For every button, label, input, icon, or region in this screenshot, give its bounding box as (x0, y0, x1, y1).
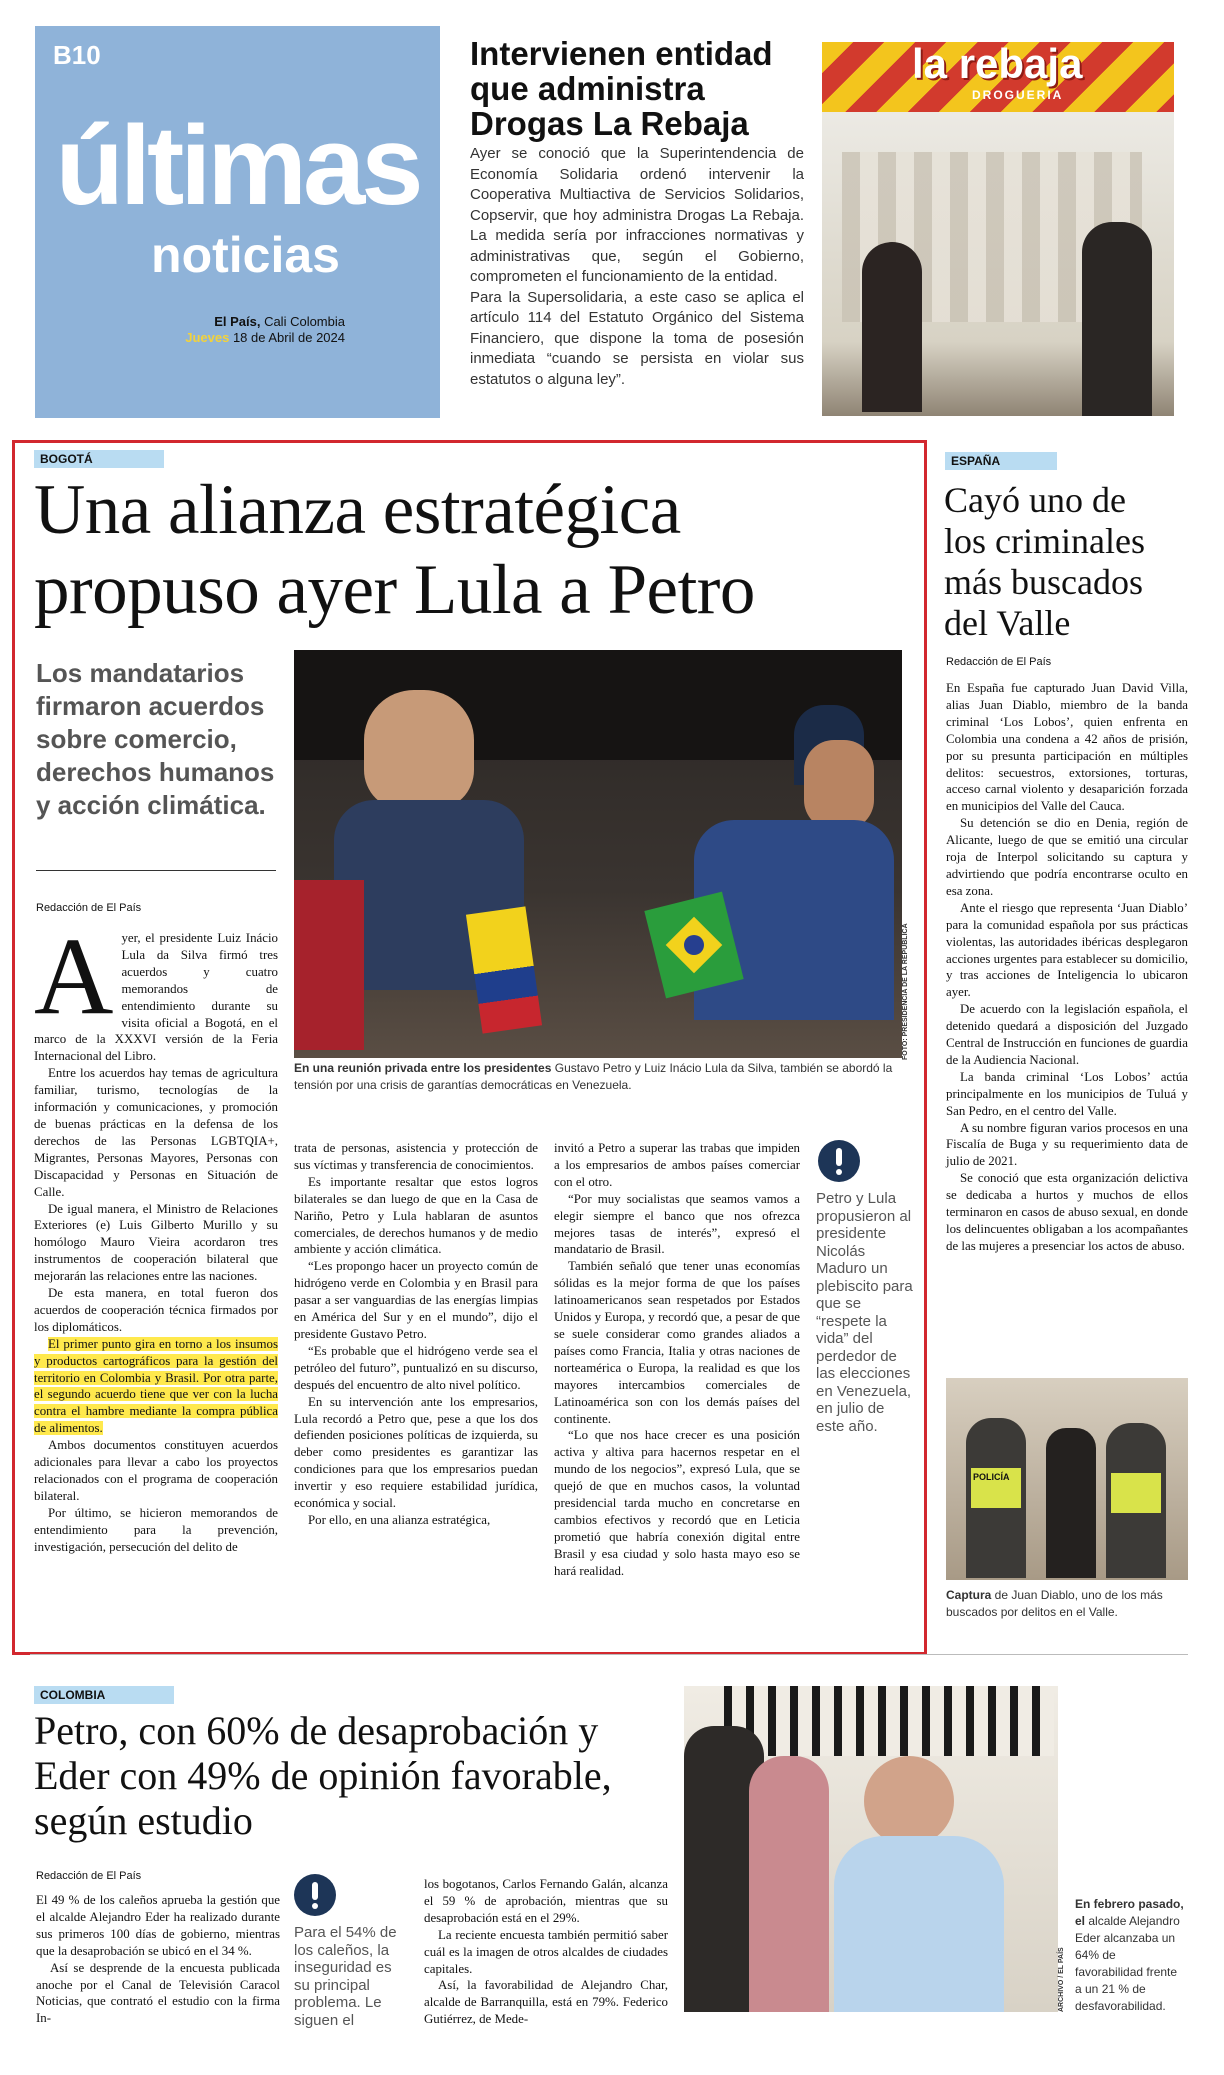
paragraph: Se conoció que esta organización delictiva se dedicaba a hurtos y muchos de ellos terminaron en casos de abuso sexual, en donde los delincuentes obligaban a los acompañantes de las mujeres a presenciar los actos de abuso. (946, 1171, 1188, 1253)
sidebar-note: Petro y Lula propusieron al presidente Nicolás Maduro un plebiscito para que se “respete la vida” del perdedor de las elecciones en Venezuela, en julio de este año. (816, 1190, 913, 1435)
paragraph: De esta manera, en total fueron dos acuerdos de cooperación técnica firmados por los diplomáticos. (34, 1286, 278, 1334)
paragraph: “Lo que nos hace crecer es una posición activa y altiva para hacernos respetar en el mundo de los negocios”, expresó Lula, que se quejó de que en muchos casos, la voluntad presidencial tarda mucho en concretarse en cambios efectivos y recordó que en Leticia prometió que habría conexión digital entre Brasil y esa ciudad y solo hasta mayo eso se hará realidad. (554, 1428, 800, 1578)
caption-lead: En febrero pasado, el (1075, 1897, 1184, 1928)
dropcap: A (34, 915, 114, 1037)
divider (30, 1654, 1188, 1655)
paragraph: invitó a Petro a superar las trabas que impiden a los empresarios de ambos países comerciar con el otro. (554, 1141, 800, 1189)
paragraph: Así se desprende de la encuesta publicada anoche por el Canal de Televisión Caracol Noticias, que contrató el estudio con la firma In- (36, 1960, 280, 2026)
top-story-body (470, 144, 804, 390)
paragraph: Ambos documentos constituyen acuerdos adicionales para llevar a cabo los proyectos relacionados con el programa de cooperación bilateral. (34, 1438, 278, 1503)
main-photo-credit: FOTO: PRESIDENCIA DE LA REPÚBLICA (902, 923, 909, 1060)
weekday: Jueves (185, 330, 230, 345)
paragraph: Es importante resaltar que estos logros bilaterales se dan luego de que en la Casa de Nariño, Petro y Lula hablaran de asuntos comerciales, de derechos humanos y de medio ambiente y acción climática. (294, 1174, 538, 1257)
vest-label: POLICÍA (973, 1472, 1010, 1482)
spain-photo (946, 1378, 1188, 1580)
paragraph: los bogotanos, Carlos Fernando Galán, alcanza el 59 % de aprobación, mientras que su desaprobación está en el 29%. (424, 1877, 668, 1925)
spain-headline: Cayó uno de los criminales más buscados del Valle (944, 480, 1145, 643)
colombia-photo-caption (1075, 1896, 1185, 2015)
main-column-3 (554, 1140, 800, 1580)
colombia-photo-credit: ARCHIVO / EL PAÍS (1058, 1947, 1065, 2012)
paragraph: De acuerdo con la legislación española, el detenido quedará a disposición del Juzgado Central de Instrucción en funciones de guardia de la Audiencia Nacional. (946, 1002, 1188, 1067)
main-photo (294, 650, 902, 1058)
top-story-headline: Intervienen entidad que administra Drogas La Rebaja (470, 35, 773, 142)
colombia-note: Para el 54% de los caleños, la inseguridad es su principal problema. Le siguen el (294, 1924, 397, 2029)
exclamation-icon (294, 1874, 336, 1916)
caption-text: alcalde Alejandro Eder alcanzaba un 64% de favorabilidad frente a un 21 % de desfavorabilidad. (1075, 1914, 1180, 2013)
brand-subtitle: noticias (151, 227, 340, 283)
colombia-column-1 (36, 1892, 280, 2027)
paper-name: El País, (214, 314, 261, 329)
section-tag-bogota: BOGOTÁ (34, 450, 164, 468)
paragraph: A su nombre figuran varios procesos en una Fiscalía de Buga y su requerimiento data de julio de 2021. (946, 1120, 1188, 1169)
paragraph: En su intervención ante los empresarios, Lula recordó a Petro que, pese a que los dos defienden posiciones políticas de izquierda, su deber como presidentes es garantizar las condiciones para que los empresarios puedan invertir y eso requiere estabilidad jurídica, económica y social. (294, 1394, 538, 1511)
top-story-paragraph: Ayer se conoció que la Superintendencia de Economía Solidaria ordenó intervenir la Cooperativa Multiactiva de Servicios Solidarios, Copservir, que hoy administra Drogas La Rebaja. La medida sería por infracciones normativas y administrativas que, según el Gobierno, comprometen el funcionamiento de la entidad. (470, 145, 804, 285)
caption-text: de Juan Diablo, uno de los más buscados por delitos en el Valle. (946, 1588, 1163, 1619)
paragraph: “Les propongo hacer un proyecto común de hidrógeno verde en Colombia y en Brasil para pasar a ser vanguardias de las energías limpias en América del Sur y en el mundo”, dijo el presidente Gustavo Petro. (294, 1259, 538, 1341)
deck-rule (36, 870, 276, 871)
paragraph: yer, el presidente Luiz Inácio Lula da Silva firmó tres acuerdos y cuatro memorandos de entendimiento durante su visita oficial a Bogotá, en el marco de la XXXVI versión de la Feria Internacional del Libro. (34, 931, 278, 1064)
colombia-byline: Redacción de El País (36, 1870, 142, 1882)
paragraph: Ante el riesgo que representa ‘Juan Diablo’ para la comunidad española por sus prácticas violentas, las autoridades ibéricas desplegaron acciones urgentes para establecer su domicilio, y tras acciones de Inteligencia lo ubicaron ayer. (946, 900, 1188, 1000)
section-tag-colombia: COLOMBIA (34, 1686, 174, 1704)
store-sign: la rebaja (912, 42, 1083, 87)
colombia-headline: Petro, con 60% de desaprobación y Eder con 49% de opinión favorable, según estudio (34, 1708, 612, 1843)
paragraph: La banda criminal ‘Los Lobos’ actúa principalmente en los municipios de Tuluá y San Pedro, en el centro del Valle. (946, 1069, 1188, 1118)
colombia-column-3 (424, 1876, 668, 2028)
paragraph: Por último, se hicieron memorandos de entendimiento para la prevención, investigación, persecución del delito de (34, 1505, 278, 1554)
masthead (35, 26, 440, 418)
paragraph: Por ello, en una alianza estratégica, (308, 1512, 491, 1527)
main-headline: Una alianza estratégica propuso ayer Lula a Petro (34, 471, 755, 629)
colombia-photo (684, 1686, 1058, 2012)
top-story-photo (822, 42, 1174, 416)
main-column-2 (294, 1140, 538, 1529)
caption-text: Gustavo Petro y Luiz Inácio Lula da Silva, también se abordó la tensión por una crisis de garantías democráticas en Venezuela. (294, 1061, 893, 1092)
paragraph: La reciente encuesta también permitió saber cuál es la imagen de otros alcaldes de ciudades capitales. (424, 1927, 668, 1976)
caption-lead: Captura (946, 1588, 992, 1602)
city: Cali Colombia (260, 314, 345, 329)
paragraph: Así, la favorabilidad de Alejandro Char, alcalde de Barranquilla, está en 79%. Federico Gutiérrez, de Mede- (424, 1978, 668, 2027)
paragraph: En España fue capturado Juan David Villa, alias Juan Diablo, miembro de la banda criminal ‘Los Lobos’, quien enfrenta en Colombia una condena a 42 años de prisión, por su presunta participación en múltiples delitos: secuestros, extorsiones, torturas, acceso carnal violento y desaparición forzada en municipios del Valle del Cauca. (946, 681, 1188, 814)
main-column-1 (34, 915, 278, 1556)
paragraph: El 49 % de los caleños aprueba la gestión que el alcalde Alejandro Eder ha realizado durante sus primeros 100 días de gobierno, mientras que la desaprobación se ubicó en el 34 %. (36, 1893, 280, 1958)
spain-byline: Redacción de El País (946, 656, 1052, 668)
main-deck: Los mandatarios firmaron acuerdos sobre comercio, derechos humanos y acción climática. (36, 658, 275, 820)
store-sign-sub: DROGUERIA (972, 88, 1064, 102)
paragraph: “Es probable que el hidrógeno verde sea el petróleo del futuro”, puntualizó en su discurso, después del encuentro de alto nivel político. (294, 1343, 538, 1392)
spain-column (946, 680, 1188, 1255)
paragraph: Entre los acuerdos hay temas de agricultura familiar, turismo, tecnologías de la información y comunicaciones, y promoción de buenas prácticas en la defensa de los derechos de las Personas LGBTQIA+, Migrantes, Personas Mayores, Personas con Discapacidad y Personas en Situación de Calle. (34, 1066, 278, 1199)
date: 18 de Abril de 2024 (229, 330, 345, 345)
exclamation-icon (818, 1140, 860, 1182)
main-photo-caption (294, 1060, 900, 1094)
paragraph: “Por muy socialistas que seamos vamos a elegir siempre el banco que nos ofrezca mejores tasas de interés”, expresó el mandatario de Brasil. (554, 1191, 800, 1257)
highlighted-paragraph (34, 1336, 278, 1437)
highlight: El primer punto gira en torno a los insumos y productos cartográficos para la gestión del territorio en Colombia y Brasil. Por otra parte, el segundo acuerdo tiene que ver con la lucha contra el hambre mediante la compra pública de alimentos. (34, 1336, 278, 1436)
caption-lead: En una reunión privada entre los presidentes (294, 1061, 552, 1075)
spain-photo-caption (946, 1587, 1186, 1621)
top-story-paragraph: Para la Supersolidaria, a este caso se aplica el artículo 114 del Estatuto Orgánico del Sistema Financiero, que dispone la toma de posesión inmediata “cuando se persista en violar sus estatutos o alguna ley”. (470, 288, 804, 388)
paragraph: De igual manera, el Ministro de Relaciones Exteriores (e) Luis Gilberto Murillo y su homólogo Mauro Vieira acordaron tres instrumentos de cooperación bilateral que mejorarán las relaciones entre las naciones. (34, 1201, 278, 1284)
publication-info (35, 314, 345, 346)
brand-logo: últimas (55, 103, 420, 228)
paragraph: trata de personas, asistencia y protección de sus víctimas y transferencia de conocimientos. (294, 1141, 538, 1172)
section-tag-espana: ESPAÑA (945, 452, 1057, 470)
paragraph: Su detención se dio en Denia, región de Alicante, luego de que se emitió una circular roja de Interpol solicitando su captura y advirtiendo que podría encontrarse oculto en esa zona. (946, 816, 1188, 898)
paragraph: También señaló que tener unas economías sólidas es la mejor forma de que los países latinoamericanos sean respetados por Estados Unidos y Europa, y recordó que, a pesar de que se suele considerar como grandes aliados a países como Francia, Italia y otras naciones de norteamérica o Europa, la realidad es que los mayores intercambios comerciales de Latinoamérica son con los demás países del continente. (554, 1259, 800, 1426)
main-byline: Redacción de El País (36, 902, 142, 914)
page-number: B10 (53, 40, 101, 70)
